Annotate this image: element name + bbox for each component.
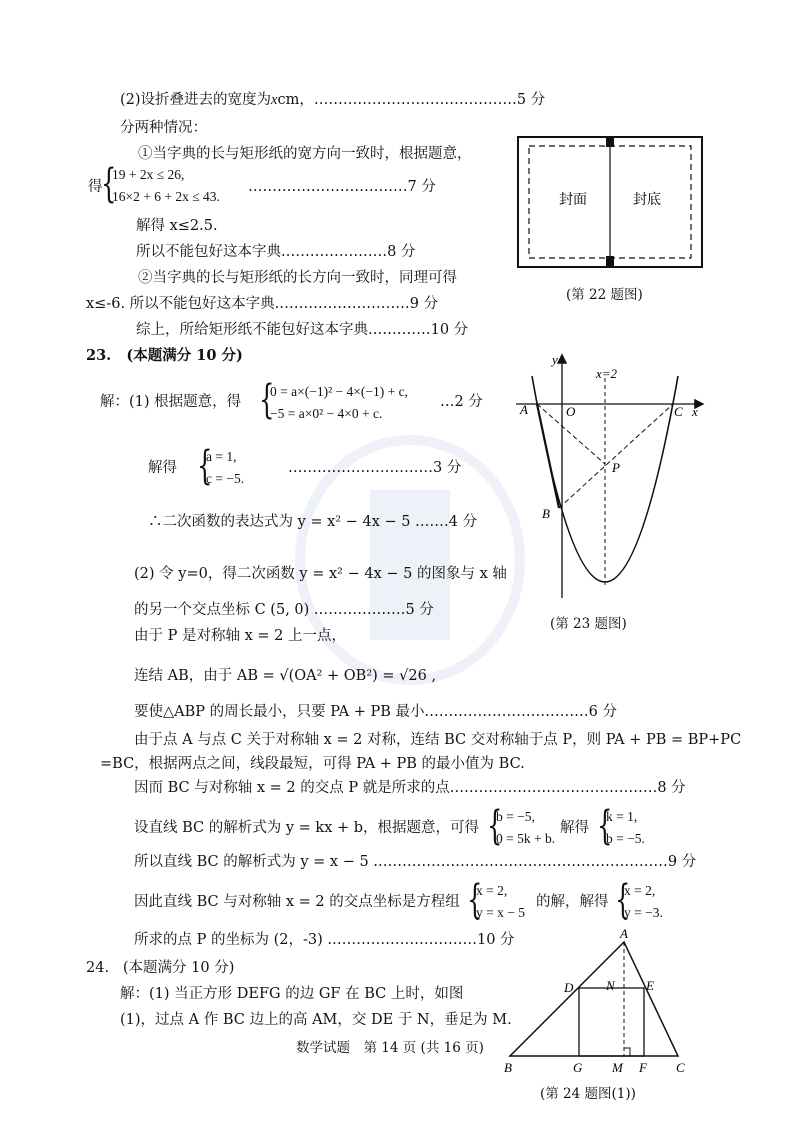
q23-point-o-label: O [566, 404, 576, 419]
q22-ineq-score: ……………………………7 分 [248, 179, 436, 195]
q23-point-a-label: A [520, 402, 528, 417]
q24-point-f-label: F [639, 1060, 647, 1075]
q23-symmetry-line1: 由于点 A 与点 C 关于对称轴 x = 2 对称，连结 BC 交对称轴于点 P，则 PA + PB = BP+PC [134, 732, 742, 748]
q23-equation-system [270, 381, 408, 425]
q23-point-system [476, 880, 525, 924]
q23-point-solution [624, 880, 663, 924]
q22-spine-top [606, 137, 614, 147]
q22-two-cases: 分两种情况： [120, 120, 207, 136]
q23-solved-row-1: a = 1, [206, 449, 237, 464]
q23-pt-sol-row-2: y = −3. [624, 905, 663, 920]
q23-segment-bc [559, 404, 673, 508]
q23-solved-system [206, 446, 244, 490]
q24-point-a-label: A [620, 926, 628, 941]
q22-front-label: 封面 [559, 193, 587, 208]
q24-right-angle-mark [624, 1048, 630, 1056]
q24-heading: 24. (本题满分 10 分) [86, 960, 235, 976]
q23-sol-intro: 解：(1) 根据题意，得 [100, 394, 242, 410]
q24-point-d-label: D [564, 980, 574, 995]
q23-p-on-axis: 由于 P 是对称轴 x = 2 上一点， [134, 628, 346, 644]
q23-eq-row-2: −5 = a×0² − 4×0 + c. [270, 406, 383, 421]
q22-figure-caption: (第 22 题图) [566, 287, 643, 303]
q23-bc-sol-row-1: k = 1, [606, 809, 638, 824]
q23-bc-result: 所以直线 BC 的解析式为 y = x − 5 .……………………………………………………9 分 [134, 854, 697, 870]
q23-symmetry-line2: =BC，根据两点之间，线段最短，可得 PA + PB 的最小值为 BC. [100, 756, 525, 772]
q23-bc-brace: { [487, 803, 503, 849]
q22-case1: ①当字典的长与矩形纸的宽方向一致时，根据题意， [138, 146, 472, 162]
q23-intersection-line: 因而 BC 与对称轴 x = 2 的交点 P 就是所求的点.……………………………………8 分 [134, 780, 686, 796]
q23-bc-sol-brace: { [597, 803, 613, 849]
q22-ineq-row-1: 19 + 2x ≤ 26, [112, 167, 185, 182]
q23-point-b-label: B [542, 506, 550, 521]
q22-conclusion: 综上，所给矩形纸不能包好这本字典.…………10 分 [136, 322, 469, 338]
q22-spine-bottom [606, 256, 614, 267]
q24-point-e-label: E [646, 978, 654, 993]
q23-pt-mid: 的解，解得 [536, 894, 609, 910]
q22-de-label: 得 [88, 179, 103, 195]
q22-case2: ②当字典的长与矩形纸的长方向一致时，同理可得 [138, 270, 457, 286]
q23-pt-brace: { [467, 877, 483, 923]
q24-figure [498, 926, 694, 1078]
q23-eq-score: …2 分 [440, 394, 483, 410]
q22-ineq-row-2: 16×2 + 6 + 2x ≤ 43. [112, 189, 220, 204]
q23-expression: ∴二次函数的表达式为 y = x² − 4x − 5 .……4 分 [148, 514, 478, 530]
q23-eq-row-1: 0 = a×(−1)² − 4×(−1) + c, [270, 384, 408, 399]
q24-point-m-label: M [612, 1060, 623, 1075]
q23-solved-score: …………………………3 分 [288, 460, 462, 476]
q23-figure-caption: (第 23 题图) [550, 616, 627, 632]
q22-back-label: 封底 [633, 193, 661, 208]
q23-pt-sol-brace: { [615, 877, 631, 923]
q23-solved-brace: { [197, 443, 213, 489]
q22-case2-result: x≤-6. 所以不能包好这本字典.………………………9 分 [86, 296, 439, 312]
q23-system-brace: { [259, 377, 275, 423]
q23-bc-row-2: 0 = 5k + b. [496, 831, 556, 846]
q23-bc-solve-label: 解得 [560, 820, 589, 836]
q23-point-c-label: C [674, 404, 683, 419]
q23-bc-solution [606, 806, 645, 850]
q23-part2-line2: 的另一个交点坐标 C (5, 0) .………………5 分 [134, 602, 434, 618]
q23-bc-setup: 设直线 BC 的解析式为 y = kx + b，根据题意，可得 [134, 820, 480, 836]
q23-answer: 所求的点 P 的坐标为 (2，-3) .…………………………10 分 [134, 932, 515, 948]
q24-point-b-label: B [504, 1060, 512, 1075]
q24-line2: (1)，过点 A 作 BC 边上的高 AM，交 DE 于 N，垂足为 M. [120, 1012, 512, 1028]
q23-pt-row-1: x = 2, [476, 883, 508, 898]
q22-part2-line: (2)设折叠进去的宽度为xcm，……………………………………5 分 [120, 92, 546, 108]
q24-triangle-abc [510, 942, 678, 1056]
q23-bc-system [496, 806, 555, 850]
q23-heading: 23. (本题满分 10 分) [86, 347, 243, 364]
q23-figure [512, 348, 708, 602]
q23-axis-eq-label: x=2 [596, 366, 618, 381]
q23-point-line: 因此直线 BC 与对称轴 x = 2 的交点坐标是方程组 [134, 894, 460, 910]
q22-figure [515, 134, 705, 274]
q24-figure-caption: (第 24 题图(1)) [540, 1086, 636, 1102]
q23-ab-line: 连结 AB，由于 AB = √(OA² + OB²) = √26 , [134, 668, 437, 684]
q23-y-label: y [552, 352, 558, 367]
q23-pt-row-2: y = x − 5 [476, 905, 525, 920]
q22-system-brace: { [101, 161, 117, 207]
q23-x-label: x [692, 404, 698, 419]
q23-min-line: 要使△ABP 的周长最小，只要 PA + PB 最小.……………………………6 分 [134, 704, 617, 720]
q23-bc-sol-row-2: b = −5. [606, 831, 645, 846]
page-footer: 数学试题 第 14 页 (共 16 页) [296, 1040, 484, 1056]
q22-cannot1: 所以不能包好这本字典.…………………8 分 [136, 244, 416, 260]
q22-solve: 解得 x≤2.5. [136, 218, 218, 234]
q23-pt-sol-row-1: x = 2, [624, 883, 656, 898]
q23-segment-ab [537, 404, 559, 508]
q23-point-p-label: P [612, 460, 620, 475]
q24-point-g-label: G [573, 1060, 583, 1075]
q24-square-defg [579, 988, 644, 1056]
q23-solved-row-2: c = −5. [206, 471, 245, 486]
q24-point-c-label: C [676, 1060, 685, 1075]
q24-point-n-label: N [606, 978, 615, 993]
q23-solved-label: 解得 [148, 460, 177, 476]
q23-part2-line1: (2) 令 y=0，得二次函数 y = x² − 4x − 5 的图象与 x 轴 [134, 566, 507, 582]
q23-bc-row-1: b = −5, [496, 809, 535, 824]
q22-inequality-system [112, 164, 220, 208]
q24-line1: 解：(1) 当正方形 DEFG 的边 GF 在 BC 上时，如图 [120, 986, 464, 1002]
